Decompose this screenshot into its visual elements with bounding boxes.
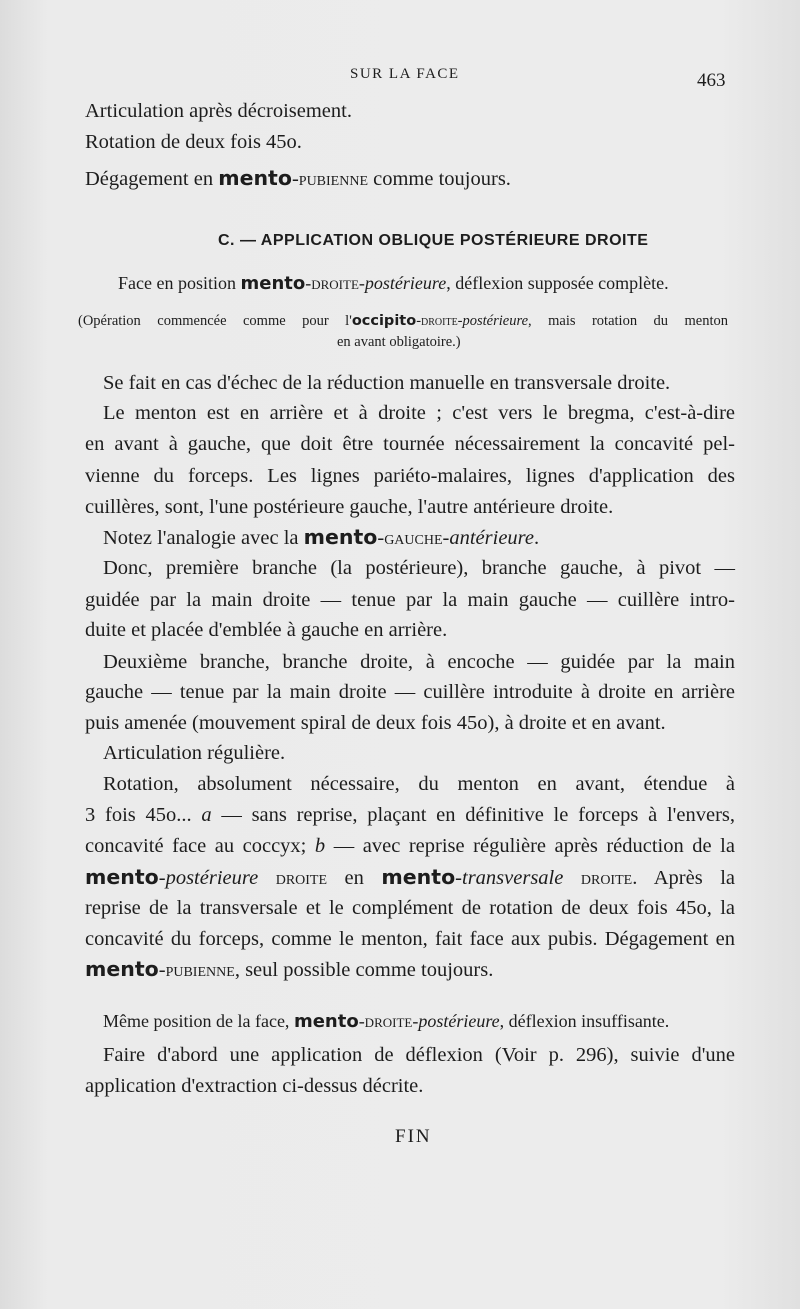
text-line: gauche — tenue par la main droite — cuillère introduite à droite en arrière <box>85 681 735 703</box>
text-line <box>85 831 735 861</box>
text: concavité face au coccyx; <box>85 835 315 857</box>
text-line: Rotation, absolument nécessaire, du menton en avant, étendue à <box>103 773 735 795</box>
text-line: en avant à gauche, que doit être tournée nécessairement la concavité pel- <box>85 433 735 455</box>
text-line: vienne du forceps. Les lignes pariéto-malaires, lignes d'application des <box>85 465 735 487</box>
text: Même position de la face, <box>103 1011 294 1031</box>
text-line <box>85 954 735 985</box>
text: , mais rotation du menton <box>528 313 728 329</box>
text-line: cuillères, sont, l'une postérieure gauche, l'autre antérieure droite. <box>85 496 614 518</box>
text-line: duite et placée d'emblée à gauche en arrière. <box>85 619 448 641</box>
bold-term: mento <box>293 1011 359 1032</box>
small-caps-term: -pubienne <box>291 168 369 190</box>
text-line: Le menton est en arrière et à droite ; c'est vers le bregma, c'est-à-dire <box>103 402 735 424</box>
text: , seul possible comme toujours. <box>234 959 494 981</box>
bold-term: mento <box>381 865 456 889</box>
text: comme toujours. <box>368 168 511 190</box>
text: 3 fois 45o... <box>85 804 202 826</box>
running-header: SUR LA FACE <box>350 66 460 82</box>
text-line: Articulation régulière. <box>103 742 286 764</box>
italic-term: b <box>314 835 326 857</box>
text: Dégagement en <box>85 168 219 190</box>
text-line: puis amenée (mouvement spiral de deux fois 45o), à droite et en avant. <box>85 712 666 734</box>
text-line: Rotation de deux fois 45o. <box>85 131 302 153</box>
text: Notez l'analogie avec la <box>103 527 304 549</box>
bold-term: mento <box>240 273 306 294</box>
section-subtitle <box>118 268 718 299</box>
bold-term: mento <box>303 525 378 549</box>
text-line: Articulation après décroisement. <box>85 100 352 122</box>
note-line <box>78 310 728 332</box>
note-line: en avant obligatoire.) <box>337 334 461 350</box>
text: . <box>534 527 540 549</box>
text: . Après la <box>632 867 735 889</box>
italic-term: a <box>201 804 212 826</box>
text: Face en position <box>118 273 241 293</box>
text-line: Deuxième branche, branche droite, à encoche — guidée par la main <box>103 651 735 673</box>
italic-term: postérieure <box>364 273 447 293</box>
bold-term: mento <box>85 957 159 981</box>
text: en <box>327 867 382 889</box>
text-line <box>85 862 735 893</box>
italic-term: antérieure <box>449 527 534 549</box>
page-number: 463 <box>697 70 726 91</box>
text-line: application d'extraction ci-dessus décrite. <box>85 1075 424 1097</box>
italic-term: -postérieure <box>158 867 259 889</box>
small-caps-term: -droite- <box>305 273 365 293</box>
bold-term: occipito <box>351 313 417 329</box>
italic-term: postérieure <box>462 313 529 329</box>
text-line <box>103 1006 753 1037</box>
bold-term: mento <box>85 865 159 889</box>
text-line: Faire d'abord une application de déflexion (Voir p. 296), suivie d'une <box>103 1044 735 1066</box>
text-line: Donc, première branche (la postérieure), branche gauche, à pivot — <box>103 557 735 579</box>
text-line: Se fait en cas d'échec de la réduction manuelle en transversale droite. <box>103 372 671 394</box>
text: , déflexion insuffisante. <box>499 1011 670 1031</box>
text: , déflexion supposée complète. <box>446 273 669 293</box>
text-line <box>103 522 753 553</box>
small-caps-term: -droite- <box>358 1011 419 1031</box>
end-marker: FIN <box>395 1126 432 1147</box>
small-caps-term: -droite- <box>416 313 463 329</box>
small-caps-term: -gauche- <box>377 527 450 549</box>
text-line <box>85 163 735 194</box>
text-line <box>85 800 735 830</box>
text: (Opération commencée comme pour l' <box>78 313 352 329</box>
text: — avec reprise régulière après réduction de la <box>325 835 735 857</box>
section-heading: C. — APPLICATION OBLIQUE POSTÉRIEURE DROITE <box>218 232 649 249</box>
bold-term: mento <box>218 166 292 190</box>
italic-term: postérieure <box>418 1011 500 1031</box>
text-line: reprise de la transversale et le complément de rotation de deux fois 45o, la <box>85 897 735 919</box>
text-line: guidée par la main droite — tenue par la main gauche — cuillère intro- <box>85 589 735 611</box>
text: — sans reprise, plaçant en définitive le forceps à l'envers, <box>211 804 735 826</box>
italic-term: -transversale <box>455 867 564 889</box>
small-caps-term: -pubienne <box>158 959 235 981</box>
small-caps-term: droite <box>258 867 328 889</box>
text-line: concavité du forceps, comme le menton, fait face aux pubis. Dégagement en <box>85 928 735 950</box>
small-caps-term: droite <box>563 867 633 889</box>
